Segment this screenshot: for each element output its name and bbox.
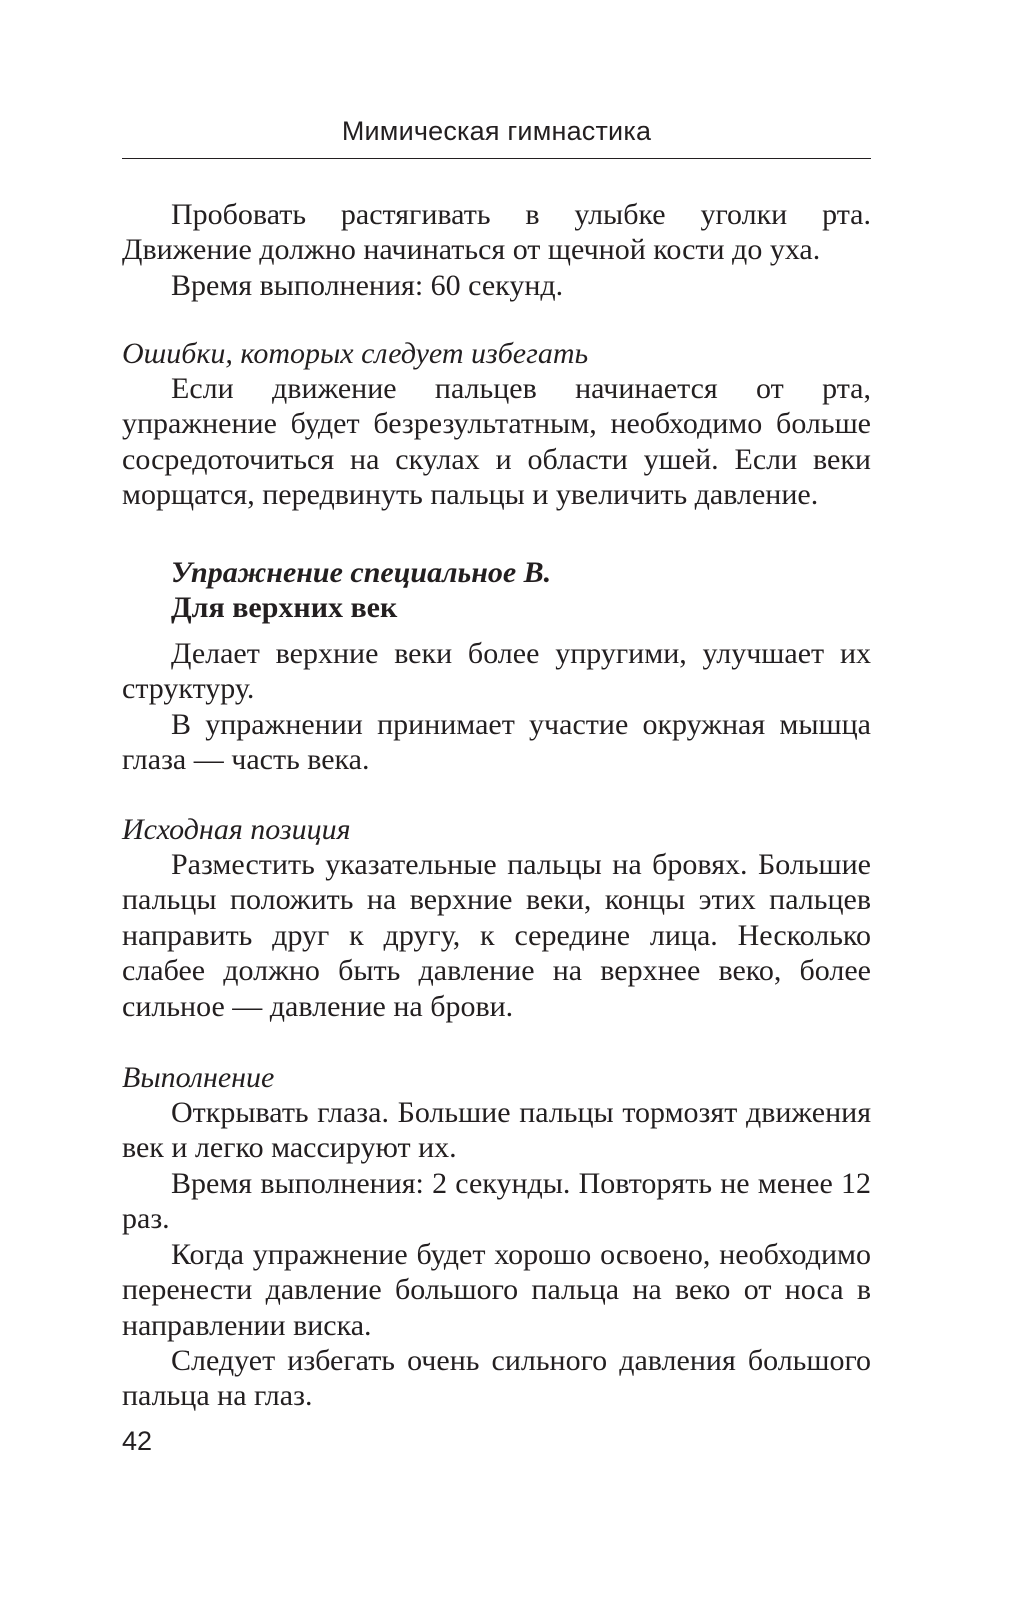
paragraph: Если движение пальцев начинается от рта, упражнение будет безрезультатным, необходимо больше сосредоточиться на скулах и области ушей. Если веки морщатся, передвинуть пальцы и увеличить давление. [122,372,871,512]
paragraph: Когда упражнение будет хорошо освоено, необходимо перенести давление большого пальца на веко от носа в направлении виска. [122,1238,871,1342]
subheading-start-position: Исходная позиция [122,813,351,846]
exercise-subheading: Для верхних век [171,591,398,624]
paragraph: Время выполнения: 60 секунд. [171,269,564,302]
paragraph: Открывать глаза. Большие пальцы тормозят движения век и легко массируют их. [122,1096,871,1165]
subheading-execution: Выполнение [122,1061,275,1094]
paragraph: Следует избегать очень сильного давления большого пальца на глаз. [122,1344,871,1413]
exercise-heading: Упражнение специальное В. [171,556,552,589]
paragraph: В упражнении принимает участие окружная мышца глаза — часть века. [122,708,871,777]
paragraph: Время выполнения: 2 секунды. Повторять не менее 12 раз. [122,1167,871,1236]
page-number: 42 [122,1426,153,1456]
subheading-mistakes: Ошибки, которых следует избегать [122,337,589,370]
running-head-title: Мимическая гимнастика [341,116,652,146]
paragraph: Делает верхние веки более упругими, улучшает их структуру. [122,637,871,706]
header-rule [122,158,871,159]
paragraph: Пробовать растягивать в улыбке уголки рта. Движение должно начинаться от щечной кости до уха. [122,198,871,267]
paragraph: Разместить указательные пальцы на бровях. Большие пальцы положить на верхние веки, концы этих пальцев направить друг к другу, к середине лица. Несколько слабее должно быть давление на верхнее веко, более сильное — давление на брови. [122,848,871,1023]
